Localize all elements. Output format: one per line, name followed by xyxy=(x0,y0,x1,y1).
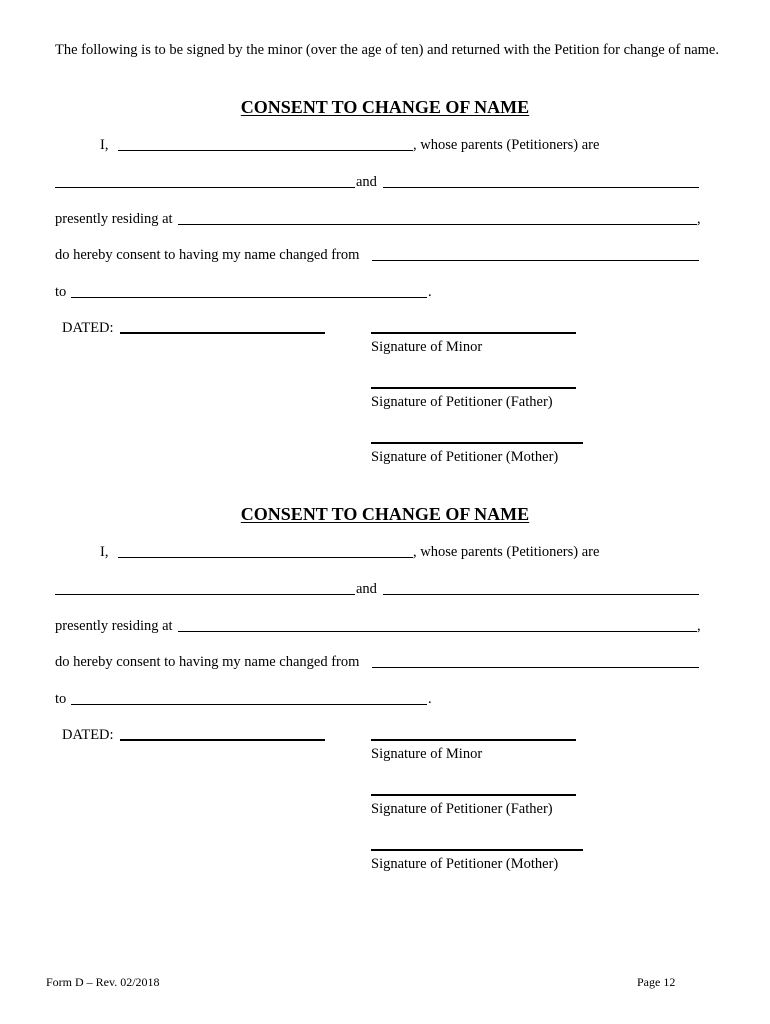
parent-2-name-field[interactable] xyxy=(383,187,699,188)
page-number: Page 12 xyxy=(637,975,676,989)
father-signature-line[interactable] xyxy=(371,387,576,389)
new-name-field[interactable] xyxy=(71,297,427,298)
i-label: I, xyxy=(100,137,109,153)
intro-text: The following is to be signed by the minor (over the age of ten) and returned with the Petition for change of name. xyxy=(55,42,719,58)
to-period: . xyxy=(428,284,432,300)
and-text: and xyxy=(356,174,377,190)
minor-name-field[interactable] xyxy=(118,557,413,558)
address-field[interactable] xyxy=(178,631,697,632)
minor-signature-label: Signature of Minor xyxy=(371,339,483,355)
new-name-field[interactable] xyxy=(71,704,427,705)
consent-label: do hereby consent to having my name changed from xyxy=(55,654,360,670)
minor-signature-line[interactable] xyxy=(371,332,576,334)
father-signature-label: Signature of Petitioner (Father) xyxy=(371,394,553,410)
minor-signature-label: Signature of Minor xyxy=(371,746,483,762)
date-field[interactable] xyxy=(120,332,325,334)
parent-2-name-field[interactable] xyxy=(383,594,699,595)
father-signature-line[interactable] xyxy=(371,794,576,796)
i-label: I, xyxy=(100,544,109,560)
to-label: to xyxy=(55,284,67,300)
minor-name-field[interactable] xyxy=(118,150,413,151)
consent-label: do hereby consent to having my name changed from xyxy=(55,247,360,263)
father-signature-label: Signature of Petitioner (Father) xyxy=(371,801,553,817)
residing-comma: , xyxy=(697,618,701,634)
minor-signature-line[interactable] xyxy=(371,739,576,741)
form-id: Form D – Rev. 02/2018 xyxy=(46,975,160,989)
parent-1-name-field[interactable] xyxy=(55,187,355,188)
to-period: . xyxy=(428,691,432,707)
and-text: and xyxy=(356,581,377,597)
mother-signature-label: Signature of Petitioner (Mother) xyxy=(371,449,559,465)
form-title: CONSENT TO CHANGE OF NAME xyxy=(240,97,530,117)
parents-text: , whose parents (Petitioners) are xyxy=(413,544,600,560)
to-label: to xyxy=(55,691,67,707)
current-name-field[interactable] xyxy=(372,260,699,261)
current-name-field[interactable] xyxy=(372,667,699,668)
address-field[interactable] xyxy=(178,224,697,225)
mother-signature-line[interactable] xyxy=(371,442,583,444)
date-field[interactable] xyxy=(120,739,325,741)
residing-label: presently residing at xyxy=(55,618,173,634)
residing-label: presently residing at xyxy=(55,211,173,227)
residing-comma: , xyxy=(697,211,701,227)
dated-label: DATED: xyxy=(62,320,114,336)
form-title: CONSENT TO CHANGE OF NAME xyxy=(240,504,530,524)
mother-signature-line[interactable] xyxy=(371,849,583,851)
parents-text: , whose parents (Petitioners) are xyxy=(413,137,600,153)
parent-1-name-field[interactable] xyxy=(55,594,355,595)
mother-signature-label: Signature of Petitioner (Mother) xyxy=(371,856,559,872)
dated-label: DATED: xyxy=(62,727,114,743)
